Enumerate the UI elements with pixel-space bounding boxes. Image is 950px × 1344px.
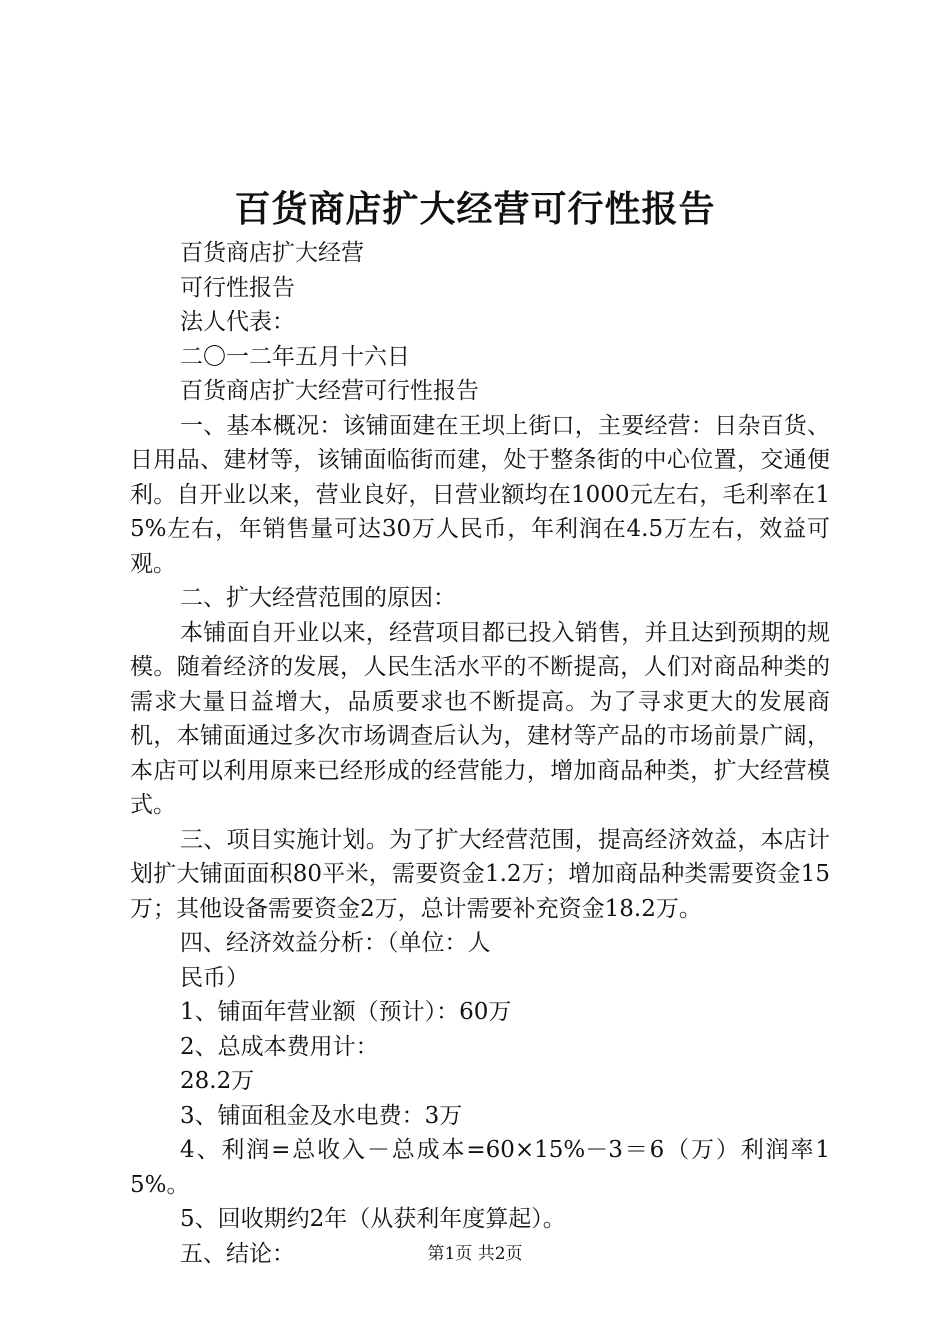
paragraph-conclusion-heading: 五、结论： <box>180 1240 295 1267</box>
paragraph-item-4: 4、利润=总收入－总成本=60×15%－3＝6（万）利润率15%。 <box>130 1137 830 1198</box>
paragraph-legal-representative: 法人代表： <box>180 309 295 335</box>
paragraph-item-2: 2、总成本费用计： <box>180 1033 379 1060</box>
document-body <box>130 236 830 1271</box>
paragraph-section-4-heading: 四、经济效益分析：（单位：人 <box>180 930 491 956</box>
paragraph-section-2-heading: 二、扩大经营范围的原因： <box>180 585 456 611</box>
paragraph-basic-overview: 一、基本概况：该铺面建在王坝上街口，主要经营：日杂百货、日用品、建材等，该铺面临街而建，处于整条街的中心位置，交通便利。自开业以来，营业良好，日营业额均在1000元左右，毛利率在15%左右，年销售量可达30万人民币，年利润在4.5万左右，效益可观。 <box>130 412 830 577</box>
paragraph-report-heading: 百货商店扩大经营可行性报告 <box>180 378 479 404</box>
paragraph-expansion-reasons: 本铺面自开业以来，经营项目都已投入销售，并且达到预期的规模。随着经济的发展，人民生活水平的不断提高，人们对商品种类的需求大量日益增大，品质要求也不断提高。为了寻求更大的发展商机，本铺面通过多次市场调查后认为，建材等产品的市场前景广阔，本店可以利用原来已经形成的经营能力，增加商品种类，扩大经营模式。 <box>130 619 830 818</box>
paragraph-cover-line-1: 百货商店扩大经营 <box>180 240 364 266</box>
paragraph-section-4-heading-cont: 民币） <box>180 964 249 991</box>
page-number-footer: 第1页 共2页 <box>427 1244 523 1264</box>
paragraph-item-3: 3、铺面租金及水电费：3万 <box>180 1102 463 1129</box>
paragraph-item-2-value: 28.2万 <box>180 1068 255 1094</box>
document-title: 百货商店扩大经营可行性报告 <box>234 188 716 230</box>
paragraph-item-5: 5、回收期约2年（从获利年度算起）。 <box>180 1206 566 1232</box>
paragraph-item-1: 1、铺面年营业额（预计）：60万 <box>180 999 512 1025</box>
paragraph-cover-line-2: 可行性报告 <box>180 274 295 301</box>
paragraph-implementation-plan: 三、项目实施计划。为了扩大经营范围，提高经济效益，本店计划扩大铺面面积80平米，需要资金1.2万；增加商品种类需要资金15万；其他设备需要资金2万，总计需要补充资金18.2万。 <box>130 826 830 922</box>
paragraph-date: 二〇一二年五月十六日 <box>180 343 410 370</box>
